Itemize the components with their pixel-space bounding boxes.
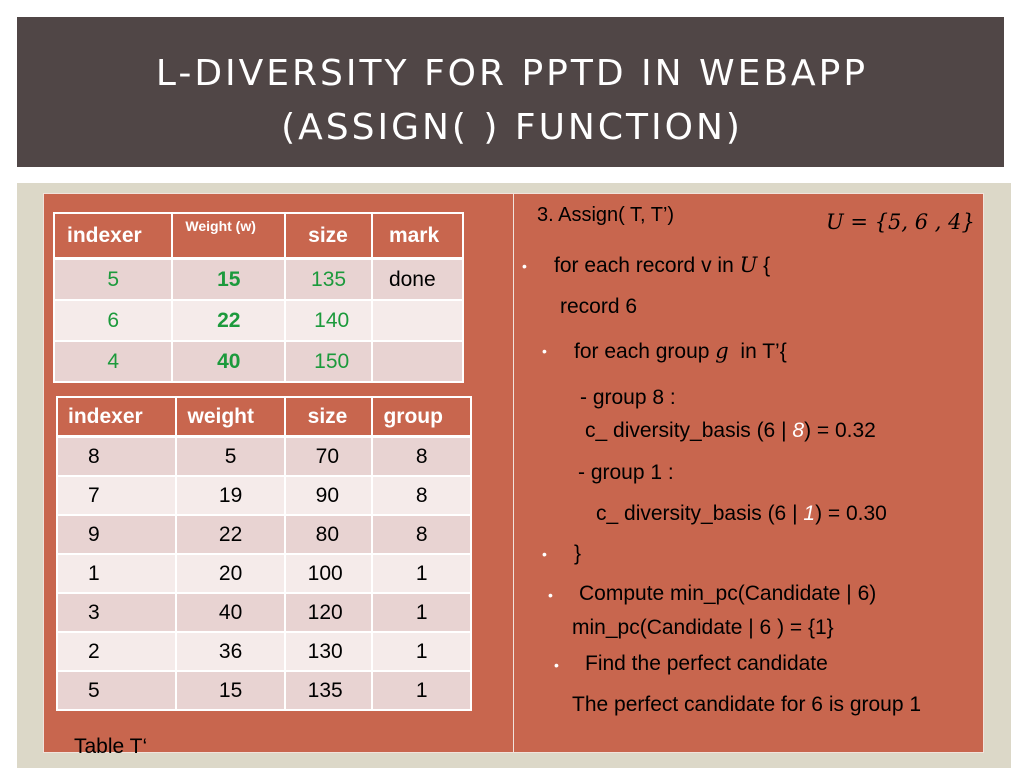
column-header: Weight (w) [172,213,285,259]
group-8-label: - group 8 : [580,386,676,409]
table-cell: 9 [57,515,176,554]
table-cell: 1 [57,554,176,593]
table-cell [372,341,463,382]
table-cell: 1 [372,593,471,632]
for-each-group-line: for each group g in T’{ [574,339,787,363]
record-table [53,212,464,383]
table-cell: 40 [176,593,284,632]
table-cell: 8 [372,476,471,515]
column-header: size [285,397,373,437]
slide-title-line-1: L-DIVERSITY FOR PPTD IN WEBAPP [155,53,869,94]
table-row [57,554,471,593]
u-set-formula: U = {5, 6 , 4} [826,210,975,234]
table-row [57,632,471,671]
column-header: indexer [57,397,176,437]
table-cell: 4 [54,341,172,382]
bullet-icon: • [548,587,553,603]
column-header: size [285,213,372,259]
table-cell: 2 [57,632,176,671]
table-header-row [54,213,463,259]
table-cell: 20 [176,554,284,593]
slide-title-line-2: (ASSIGN( ) FUNCTION) [281,107,743,148]
table-cell: 22 [172,300,285,341]
table-cell: 130 [285,632,373,671]
table-cell: 8 [372,515,471,554]
diversity-basis-group-8: c_ diversity_basis (6 | 8) = 0.32 [585,419,876,442]
table-cell: 19 [176,476,284,515]
table-cell: 135 [285,259,372,301]
bullet-icon: • [542,546,547,562]
table-cell: 120 [285,593,373,632]
table-cell: 100 [285,554,373,593]
table-cell: 90 [285,476,373,515]
table-row [54,300,463,341]
column-header: indexer [54,213,172,259]
table-row [57,593,471,632]
table-cell: 15 [172,259,285,301]
table-cell: 15 [176,671,284,710]
table-cell: 8 [372,437,471,477]
table-cell: done [372,259,463,301]
table-cell [372,300,463,341]
find-candidate-line: Find the perfect candidate [585,652,828,675]
group-table [56,396,472,711]
bullet-icon: • [522,258,527,274]
bullet-icon: • [542,343,547,359]
table-cell: 70 [285,437,373,477]
table-cell: 36 [176,632,284,671]
min-pc-result-line: min_pc(Candidate | 6 ) = {1} [572,616,834,639]
table-row [57,437,471,477]
column-header: mark [372,213,463,259]
table-cell: 150 [285,341,372,382]
table-cell: 5 [57,671,176,710]
perfect-candidate-result: The perfect candidate for 6 is group 1 [572,693,922,716]
table-cell: 1 [372,554,471,593]
bullet-icon: • [554,657,559,673]
column-header: weight [176,397,284,437]
for-each-record-line: for each record v in U { [554,253,771,277]
table-cell: 6 [54,300,172,341]
table-cell: 80 [285,515,373,554]
diversity-basis-group-1: c_ diversity_basis (6 | 1) = 0.30 [596,502,887,525]
table-cell: 7 [57,476,176,515]
table-cell: 5 [176,437,284,477]
table-header-row [57,397,471,437]
table-row [54,259,463,301]
compute-min-pc-line: Compute min_pc(Candidate | 6) [579,582,877,605]
table-cell: 8 [57,437,176,477]
table-cell: 135 [285,671,373,710]
column-header: group [372,397,471,437]
table-cell: 140 [285,300,372,341]
table-cell: 1 [372,632,471,671]
table-cell: 22 [176,515,284,554]
group-1-label: - group 1 : [578,461,674,484]
table-cell: 40 [172,341,285,382]
table-cell: 1 [372,671,471,710]
table-cell: 5 [54,259,172,301]
table-row [57,515,471,554]
table-caption: Table T‘ [74,735,148,758]
step-heading: 3. Assign( T, T’) [537,204,675,226]
table-row [54,341,463,382]
close-brace-line: } [574,542,582,565]
table-cell: 3 [57,593,176,632]
table-row [57,476,471,515]
record-line: record 6 [560,295,638,318]
table-row [57,671,471,710]
